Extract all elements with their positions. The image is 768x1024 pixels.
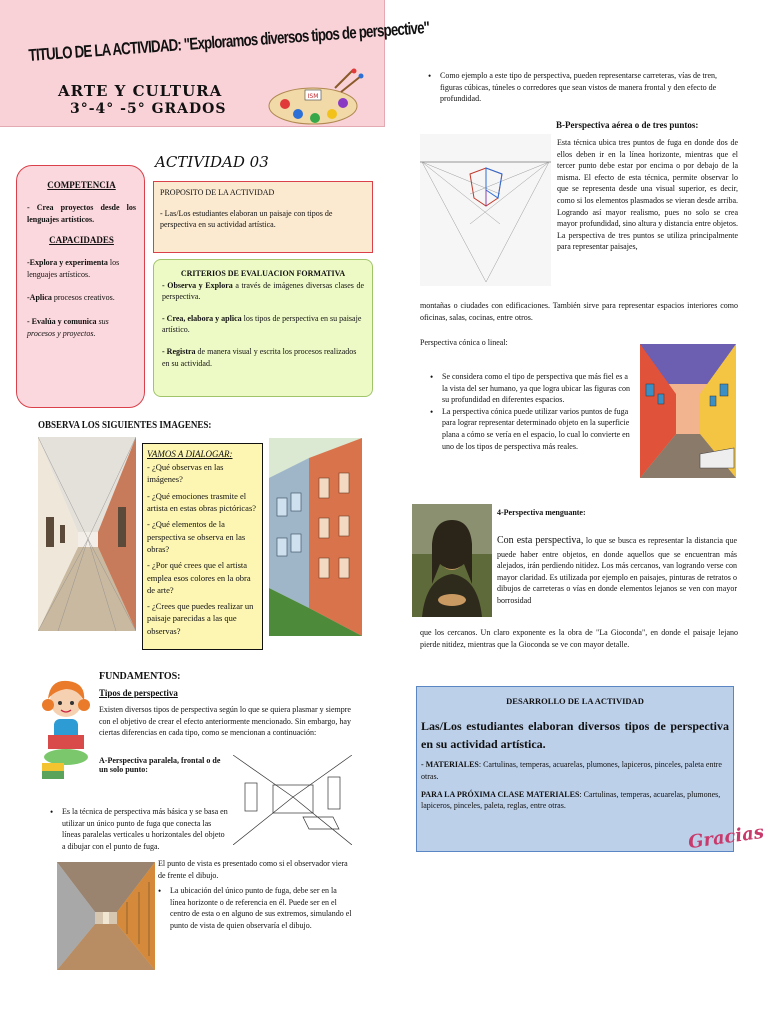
question: - ¿Qué emociones trasmite el artista en estas obras pictóricas?	[147, 490, 257, 513]
street-painting-image	[640, 344, 736, 478]
observa-heading: OBSERVA LOS SIGUIENTES IMAGENES:	[38, 420, 212, 431]
badge-text: ISM	[307, 93, 319, 100]
perspectiva-b-text: Esta técnica ubica tres puntos de fuga en donde dos de ellos deben ir en la línea horizonte, mientras que el tercer punto debe estar por encima o por debajo de la misma. El efecto de esta técnica, permite observar lo que se representa desde una visual superior, es decir, como si los elementos plasmados se vieran desde arriba. Logrando así mayor realismo, pues no solo se crea mayor profundidad, sino altura y distancia entre objetos. La perspectiva de tres puntos se utiliza principalmente para representar paisajes,	[557, 138, 738, 252]
question: - ¿Qué observas en las imágenes?	[147, 462, 224, 485]
perspectiva-c-text: Con esta perspectiva, lo que se busca es representar la distancia que puede haber entre objetos, en donde aquellos que se encuentran más alejados, irán perdiendo nitidez. Los más cercanos, van logrando verse con mayor claridad. Es utilizada por ejemplo en paisajes, pinturas de retratos o dibujos de carreteras o vías en donde elementos lejanos se ven con mayor borrosidad	[497, 535, 738, 605]
conica-list	[430, 371, 635, 452]
list-item: • Se considera como el tipo de perspectiva que más fiel es a la vista del ser humano, ya que logra ubicar las figuras con su profundidad en diferentes espacios.	[430, 371, 635, 406]
one-point-sketch-image	[233, 755, 352, 845]
activity-title: TITULO DE LA ACTIVIDAD: "Exploramos diversos tipos de perspective"	[28, 17, 430, 65]
fundamentos-heading: FUNDAMENTOS:	[99, 671, 181, 682]
header-banner	[0, 0, 430, 127]
criterios-heading: CRITERIOS DE EVALUACION FORMATIVA	[180, 269, 346, 278]
materiales-text: - MATERIALES: Cartulinas, temperas, acuarelas, plumones, lapiceros, pinceles, paleta entre otras.	[421, 760, 722, 781]
perspectiva-b-heading: B-Perspectiva aérea o de tres puntos:	[556, 120, 699, 130]
capacidades-heading: CAPACIDADES	[49, 235, 114, 246]
conica-heading: Perspectiva cónica o lineal:	[420, 338, 508, 347]
mona-lisa-image	[412, 504, 492, 617]
list-item: • La perspectiva cónica puede utilizar varios puntos de fuga para lograr representar determinado objeto en la superficie plana a cómo se vería en el espacio, lo cual lo convierte en uno de los tipos de perspectiva más reales.	[430, 406, 635, 452]
desarrollo-lead: Las/Los estudiantes elaboran diversos tipos de perspectiva en su actividad artística.	[421, 719, 729, 752]
list-item: • Es la técnica de perspectiva más básica y se basa en utilizar un único punto de fuga que conecta las líneas paralelas verticales u horizontales del objeto a dibujar con el punto de fuga.	[50, 806, 228, 852]
capacidad-item: - Evalúa y comunica sus procesos y proyectos.	[27, 316, 109, 338]
competencia-text: - Crea proyectos desde los lenguajes artísticos.	[27, 203, 136, 224]
question: - ¿Qué elementos de la perspectiva se observa en las obras?	[147, 519, 246, 554]
tipos-intro-text: Existen diversos tipos de perspectiva según lo que se quiera plasmar y siempre con el objetivo de crear el efecto anteriormente mencionado. Sin embargo, hay ciertas diferencias en cada tipo, como se mencionan a continuación:	[99, 705, 351, 738]
reading-girl-illustration	[38, 675, 94, 783]
examples-list	[428, 70, 736, 105]
detail-text: El punto de vista es presentado como si el observador viera de frente el dibujo.	[158, 859, 348, 880]
proposito-box	[153, 181, 373, 253]
perspectiva-c-heading: 4-Perspectiva menguante:	[497, 508, 586, 517]
criterio-item: - Crea, elabora y aplica los tipos de perspectiva en su paisaje artístico.	[162, 313, 362, 335]
question: - ¿Por qué crees que el artista emplea esos colores en la obra de arte?	[147, 560, 251, 595]
gracias-text: Gracias	[686, 821, 766, 854]
capacidad-item: -Aplica procesos creativos.	[27, 293, 115, 303]
competencia-heading: COMPETENCIA	[47, 180, 116, 190]
criterios-box	[153, 259, 373, 397]
criterio-item: - Registra de manera visual y escrita los procesos realizados en su actividad.	[162, 346, 357, 368]
corridor-drawing-image	[38, 437, 136, 631]
building-drawing-image	[269, 438, 362, 636]
proposito-heading: PROPOSITO DE LA ACTIVIDAD	[160, 188, 275, 197]
desarrollo-panel	[416, 686, 734, 852]
question: - ¿Crees que puedes realizar un paisaje parecidas a las que observas?	[147, 601, 254, 636]
proposito-text: - Las/Los estudiantes elaboran un paisaje con tipos de perspectiva en su actividad artística.	[160, 208, 333, 230]
dialogo-title: VAMOS A DIALOGAR:	[147, 449, 233, 459]
three-point-diagram-image	[420, 134, 551, 286]
tipos-heading: Tipos de perspectiva	[99, 688, 178, 698]
desarrollo-heading: DESARROLLO DE LA ACTIVIDAD	[506, 696, 644, 706]
criterio-item: - Observa y Explora a través de imágenes diversas clases de perspectiva.	[162, 280, 365, 302]
paint-palette-icon	[265, 68, 365, 126]
perspectiva-a-details	[158, 858, 354, 932]
subject-title: ARTE Y CULTURA	[58, 82, 223, 100]
hallway-painting-image	[57, 862, 155, 970]
competencia-panel	[16, 165, 145, 408]
list-item: • Como ejemplo a este tipo de perspectiva, pueden representarse carreteras, vías de tren, figuras cúbicas, túneles o corredores que sean vistos de manera frontal y den efecto de profundidad.	[428, 70, 736, 105]
perspectiva-b-text-cont: montañas o ciudades con edificaciones. También sirve para representar espacios interiores como oficinas, salas, cocinas, entre otros.	[420, 301, 738, 322]
dialogo-box	[142, 443, 263, 650]
proxima-clase-text: PARA LA PRÓXIMA CLASE MATERIALES: Cartulinas, temperas, acuarelas, plumones, lapiceros, pinceles, paleta, reglas, entre otras.	[421, 789, 721, 811]
perspectiva-a-heading: A-Perspectiva paralela, frontal o de un solo punto:	[99, 756, 221, 774]
capacidad-item: -Explora y experimenta los lenguajes artísticos.	[27, 258, 120, 279]
grades-label: 3°-4° -5° GRADOS	[70, 101, 227, 117]
perspectiva-c-text-cont: que los cercanos. Un claro exponente es la obra de "La Gioconda", en donde el paisaje lejano pierde nitidez, mientras que la Gioconda se ve con mayor detalle.	[420, 628, 738, 649]
list-item: • La ubicación del único punto de fuga, debe ser en la línea horizonte o de referencia en él. Puede ser en el centro de esta o en alguno de sus extremos, simulando el punto de vista de quien observaría el dibujo.	[158, 885, 354, 931]
actividad-title: ACTIVIDAD 03	[155, 153, 269, 171]
perspectiva-a-list	[50, 806, 228, 852]
